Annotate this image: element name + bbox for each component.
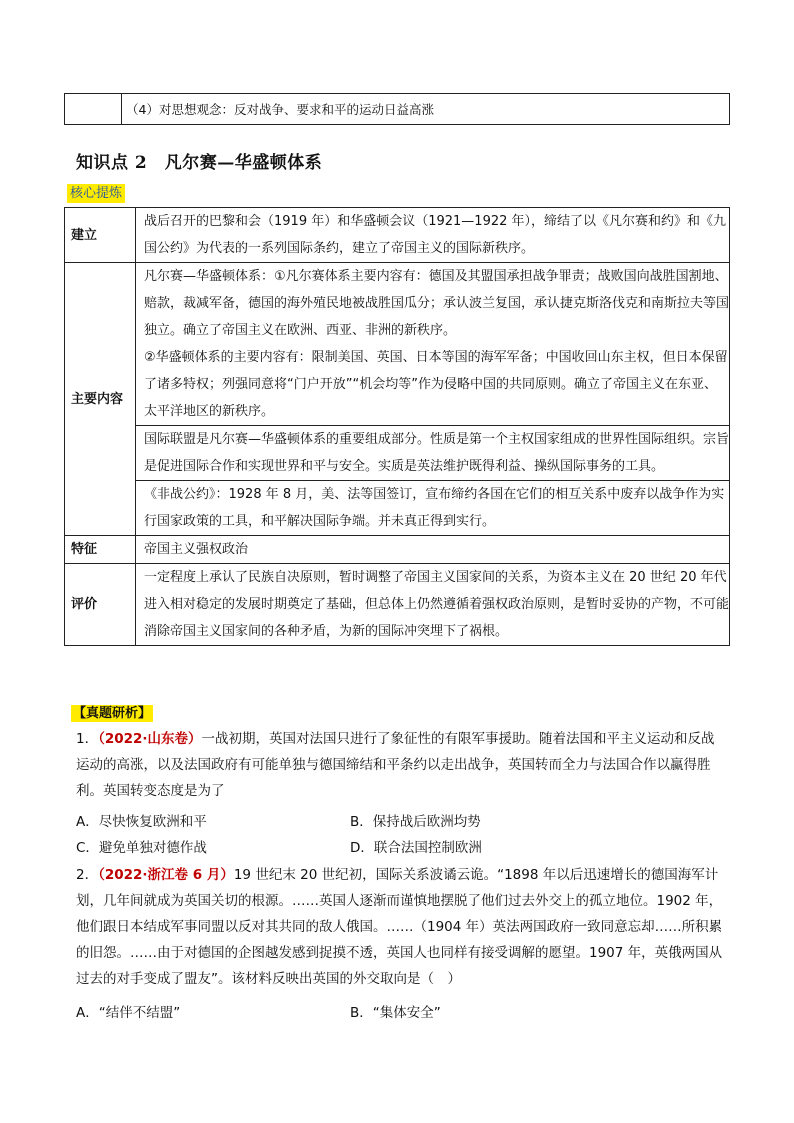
q1-option-d: D．联合法国控制欧洲 [350,840,482,856]
q2-source: （2022·浙江卷 6 月） [98,867,234,883]
text-content-pact: 《非战公约》：1928 年 8 月，美、法等国签订，宣布缔约各国在它们的相互关系中废弃以战争作为实行国家政策的工具，和平解决国际争端。并未真正得到实行。 [136,481,730,536]
text-eval: 一定程度上承认了民族自决原则，暂时调整了帝国主义国家间的关系，为资本主义在 20 世纪 20 年代进入相对稳定的发展时期奠定了基础，但总体上仍然遵循着强权政治原则，是暂时妥协的产物，不可能消除帝国主义国家间的各种矛盾，为新的国际冲突埋下了祸根。 [136,564,730,646]
top-table-cell: （4）对思想观念：反对战争、要求和平的运动日益高涨 [122,94,730,125]
question-1 [76,726,726,804]
row-establish [65,208,730,263]
label-eval: 评价 [65,564,136,646]
row-eval [65,564,730,646]
q1-option-a: A．尽快恢复欧洲和平 [76,814,207,830]
question-2 [76,862,726,992]
label-feature: 特征 [65,536,136,564]
q2-option-a: A．“结伴不结盟” [76,1005,181,1021]
row-content-1 [65,263,730,426]
q1-stem: 一战初期，英国对法国只进行了象征性的有限军事援助。随着法国和平主义运动和反战运动的高涨，以及法国政府有可能单独与德国缔结和平条约以走出战争，英国转而全力与法国合作以赢得胜利。英国转变态度是为了 [76,731,715,799]
q1-source: （2022·山东卷） [98,731,202,747]
top-table [64,93,730,125]
top-table-empty-cell [65,94,122,125]
content-versailles: 凡尔赛—华盛顿体系：①凡尔赛体系主要内容有：德国及其盟国承担战争罪责；战败国向战胜国割地、赔款，裁减军备，德国的海外殖民地被战胜国瓜分；承认波兰复国，承认捷克斯洛伐克和南斯拉夫等国独立。确立了帝国主义在欧洲、西亚、非洲的新秩序。 [144,269,730,338]
text-feature: 帝国主义强权政治 [136,536,730,564]
core-label: 核心提炼 [67,184,125,203]
q2-number: 2． [76,867,99,883]
label-content: 主要内容 [65,263,136,536]
q2-option-b: B．“集体安全” [350,1005,441,1021]
q2-stem: 19 世纪末 20 世纪初，国际关系波谲云诡。“1898 年以后迅速增长的德国海军计划，几年间就成为英国关切的根源。……英国人逐渐而谨慎地摆脱了他们过去外交上的孤立地位。1902 年，他们跟日本结成军事同盟以反对其共同的敌人俄国。……（1904 年）英法两国政府一致同意忘却……所积累的旧怨。……由于对德国的企图越发感到捉摸不透，英国人也同样有接受调解的愿望。1907 年，英俄两国从过去的对手变成了盟友”。该材料反映出英国的外交取向是（ ） [76,867,723,987]
label-establish: 建立 [65,208,136,263]
text-content-league: 国际联盟是凡尔赛—华盛顿体系的重要组成部分。性质是第一个主权国家组成的世界性国际组织。宗旨是促进国际合作和实现世界和平与安全。实质是英法维护既得利益、操纵国际事务的工具。 [136,426,730,481]
analysis-label: 【真题研析】 [73,706,152,721]
row-content-2 [65,426,730,481]
row-content-3 [65,481,730,536]
content-washington: ②华盛顿体系的主要内容有：限制美国、英国、日本等国的海军军备；中国收回山东主权，但日本保留了诸多特权；列强同意将“门户开放”“机会均等”作为侵略中国的共同原则。确立了帝国主义在东亚、太平洋地区的新秩序。 [144,350,728,419]
knowledge-table [64,207,730,646]
q1-number: 1． [76,731,99,747]
text-establish: 战后召开的巴黎和会（1919 年）和华盛顿会议（1921—1922 年），缔结了以《凡尔赛和约》和《九国公约》为代表的一系列国际条约，建立了帝国主义的国际新秩序。 [136,208,730,263]
row-feature [65,536,730,564]
q1-option-c: C．避免单独对德作战 [76,840,207,856]
text-content-1 [136,263,730,426]
q1-option-b: B．保持战后欧洲均势 [350,814,481,830]
section-title: 知识点 2 凡尔赛—华盛顿体系 [76,153,323,173]
